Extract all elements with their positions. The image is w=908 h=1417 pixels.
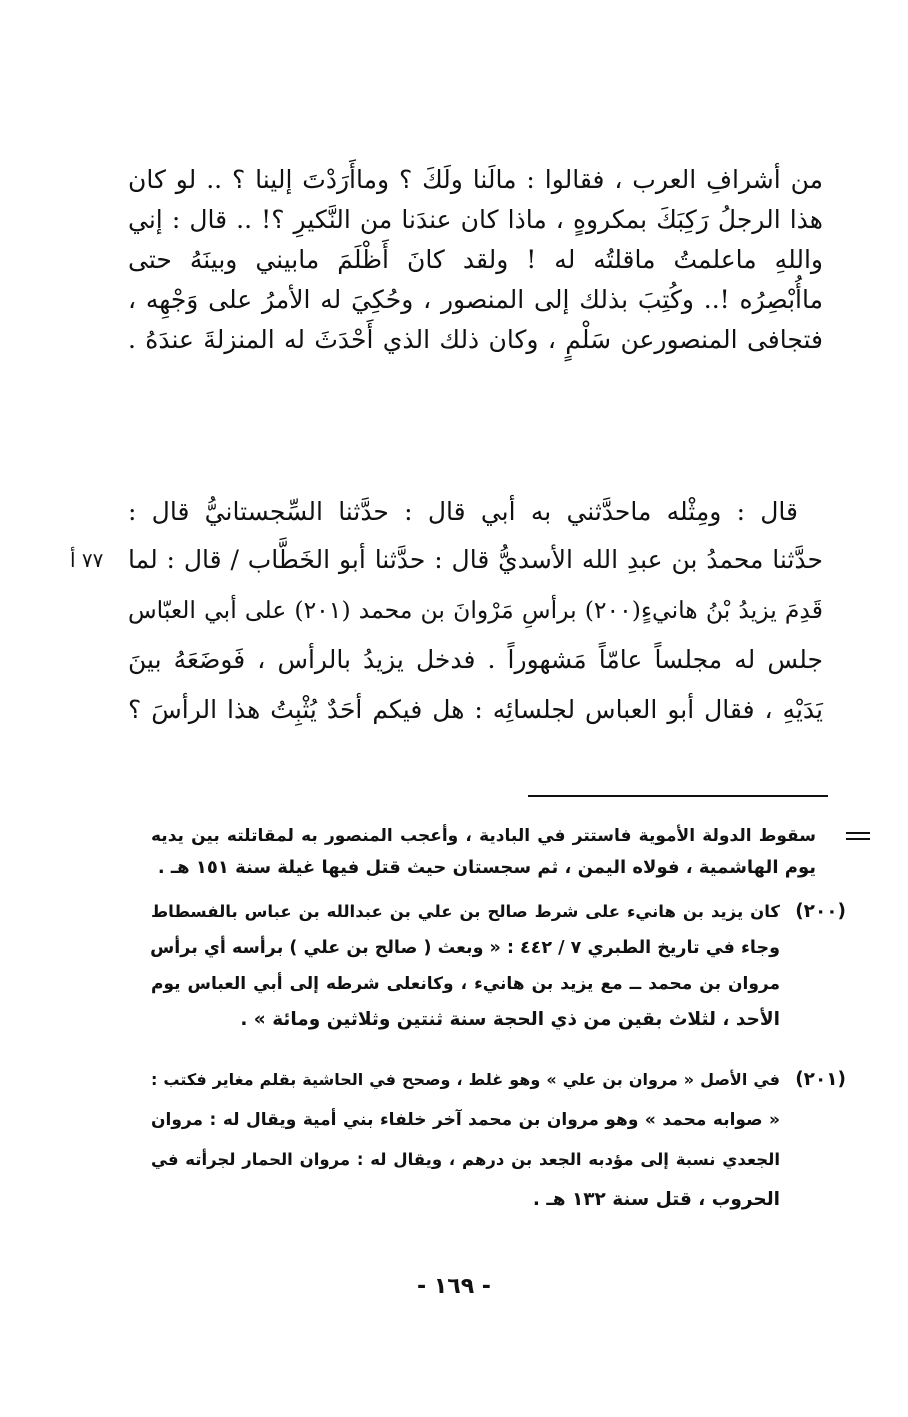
continuation-mark <box>846 832 870 842</box>
text-line: قَدِمَ يزيدُ بْنُ هانيءٍ(٢٠٠) برأسِ مَرْوانَ بن محمد (٢٠١) على أبي العبّاس <box>128 596 823 624</box>
footnote-line: « صوابه محمد » وهو مروان بن محمد آخر خلفاء بني أمية ويقال له : مروان <box>151 1110 780 1130</box>
text-line: ماأُبْصِرُه !.. وكُتِبَ بذلك إلى المنصور ، وحُكِيَ له الأمرُ على وَجْهِه ، <box>128 285 823 314</box>
text-line: من أشرافِ العرب ، فقالوا : مالَنا ولَكَ ؟ وماأَرَدْتَ إلينا ؟ .. لو كان <box>128 165 823 194</box>
text-line: حدَّثنا محمدُ بن عبدِ الله الأسديُّ قال : حدَّثنا أبو الخَطَّاب / قال : لما <box>128 545 823 574</box>
text-line: هذا الرجلُ رَكِبَكَ بمكروهٍ ، ماذا كان عندَنا من النَّكيرِ ؟! .. قال : إني <box>128 205 823 234</box>
text-line: جلس له مجلساً عامّاً مَشهوراً . فدخل يزيدُ بالرأس ، فَوضَعَهُ بينَ <box>128 645 823 674</box>
footnote-number-200: (٢٠٠) <box>795 901 846 922</box>
footnote-number-201: (٢٠١) <box>795 1069 846 1090</box>
footnote-line: في الأصل « مروان بن علي » وهو غلط ، وصحح في الحاشية بقلم مغاير فكتب : <box>151 1070 780 1089</box>
manuscript-folio-note: ٧٧ أ <box>70 548 104 572</box>
footnote-line: الأحد ، لثلاث بقين من ذي الحجة سنة ثنتين وثلاثين ومائة » . <box>240 1009 780 1030</box>
text-line: يَدَيْهِ ، فقال أبو العباس لجلسائِه : هل فيكم أحَدٌ يُثْبِتُ هذا الرأسَ ؟ <box>128 695 823 724</box>
footnote-line: الجعدي نسبة إلى مؤدبه الجعد بن درهم ، ويقال له : مروان الحمار لجرأته في <box>151 1150 780 1169</box>
text-line: واللهِ ماعلمتُ ماقلتُه له ! ولقد كانَ أَظْلَمَ مابيني وبينَهُ حتى <box>128 245 823 274</box>
footnote-line: يوم الهاشمية ، فولاه اليمن ، ثم سجستان حيث قتل فيها غيلة سنة ١٥١ هـ . <box>157 857 816 878</box>
footnote-line: وجاء في تاريخ الطبري ٧ / ٤٤٢ : « وبعث ( صالح بن علي ) برأسه أي برأس <box>150 938 780 958</box>
text-line: قال : ومِثْله ماحدَّثني به أبي قال : حدَّثنا السِّجستانيُّ قال : <box>128 497 798 526</box>
text-line: فتجافى المنصورعن سَلْمٍ ، وكان ذلك الذي أَحْدَثَ له المنزلةَ عندَهُ . <box>128 325 823 354</box>
footnote-line: سقوط الدولة الأموية فاستتر في البادية ، وأعجب المنصور به لمقاتلته بين يديه <box>151 826 816 846</box>
footnote-line: كان يزيد بن هانيء على شرط صالح بن علي بن عبدالله بن عباس بالفسطاط <box>151 902 780 921</box>
footnote-line: الحروب ، قتل سنة ١٣٢ هـ . <box>532 1189 780 1210</box>
page-number: - ١٦٩ - <box>417 1274 491 1299</box>
footnote-separator <box>528 795 828 797</box>
footnote-line: مروان بن محمد ــ مع يزيد بن هانيء ، وكانعلى شرطه إلى أبي العباس يوم <box>151 974 780 994</box>
